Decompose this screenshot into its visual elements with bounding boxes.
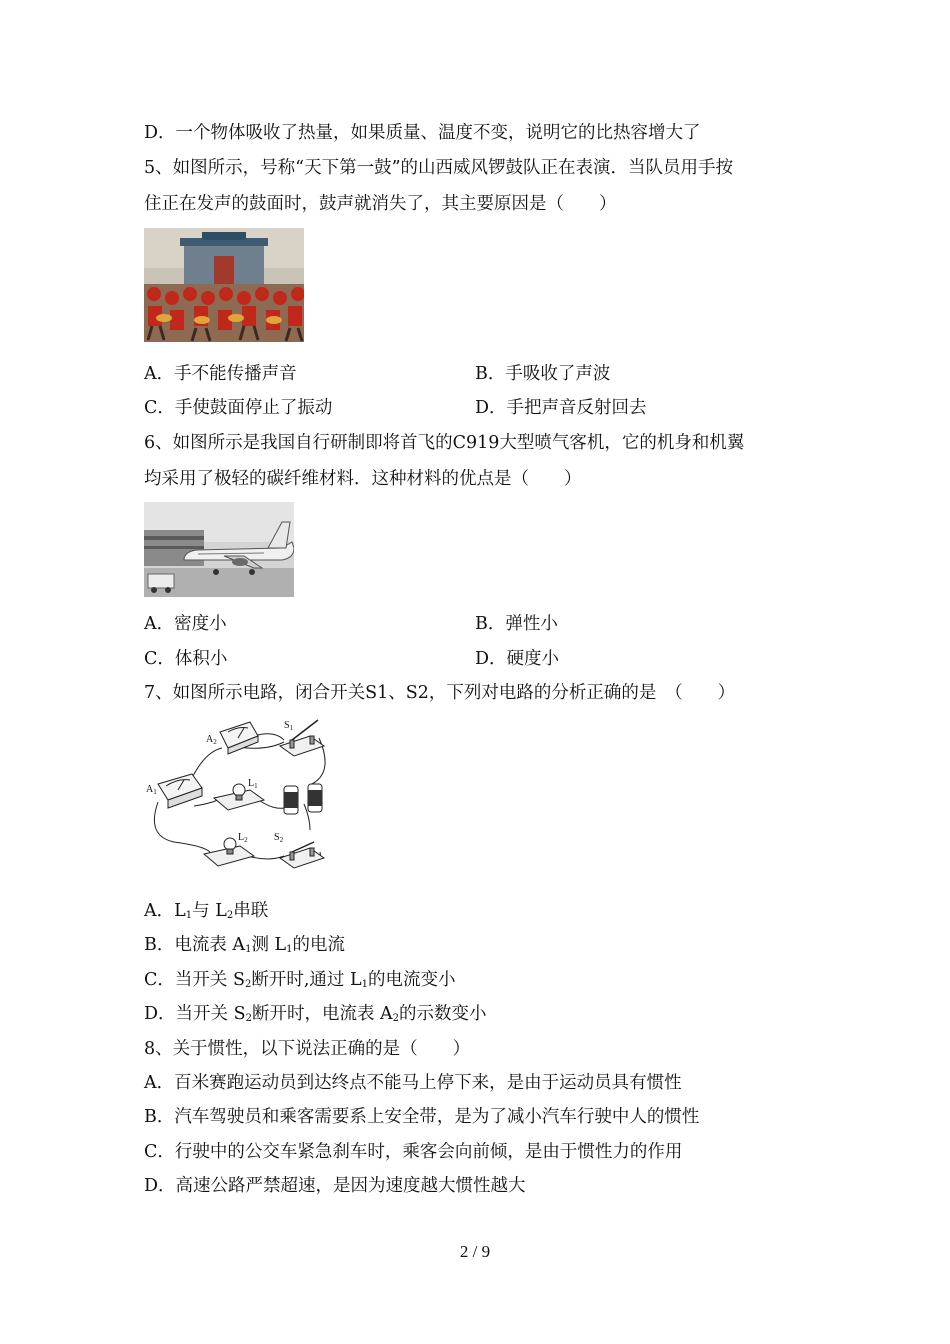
q8-option-b: B．汽车驾驶员和乘客需要系上安全带，是为了减小汽车行驶中人的惯性 bbox=[144, 1107, 700, 1127]
switch-s2-icon bbox=[280, 842, 324, 868]
q6-option-c: C．体积小 bbox=[144, 649, 228, 669]
q4-option-d: D．一个物体吸收了热量，如果质量、温度不变，说明它的比热容增大了 bbox=[144, 123, 701, 143]
label-s1: $S_1$ bbox=[284, 720, 294, 732]
q7-option-a: A．$L_1$与 $L_2$串联 bbox=[144, 901, 269, 921]
label-l1: $L_1$ bbox=[248, 778, 258, 790]
q5-option-c: C．手使鼓面停止了振动 bbox=[144, 398, 333, 418]
label-l2: $L_2$ bbox=[238, 832, 248, 844]
q8-option-a: A．百米赛跑运动员到达终点不能马上停下来，是由于运动员具有惯性 bbox=[144, 1073, 682, 1093]
q7-stem: 7、如图所示电路，闭合开关S1、S2，下列对电路的分析正确的是 （ ） bbox=[144, 683, 736, 703]
circuit-diagram bbox=[144, 712, 344, 874]
c919-airplane-photo bbox=[144, 502, 294, 597]
q8-stem: 8、关于惯性，以下说法正确的是（ ） bbox=[144, 1039, 471, 1059]
q7-option-c: C．当开关 $S_2$断开时,通过 $L_1$的电流变小 bbox=[144, 970, 456, 990]
q8-option-d: D．高速公路严禁超速，是因为速度越大惯性越大 bbox=[144, 1176, 526, 1196]
q5-stem-line1: 5、如图所示，号称“天下第一鼓”的山西威风锣鼓队正在表演．当队员用手按 bbox=[144, 158, 734, 178]
q7-option-b: B．电流表 $A_1$测 $L_1$的电流 bbox=[144, 935, 345, 955]
q6-option-b: B．弹性小 bbox=[475, 614, 558, 634]
q8-option-c: C．行驶中的公交车紧急刹车时，乘客会向前倾，是由于惯性力的作用 bbox=[144, 1142, 683, 1162]
battery-icon bbox=[284, 784, 322, 814]
label-a1: $A_1$ bbox=[146, 784, 157, 796]
q5-option-a: A．手不能传播声音 bbox=[144, 364, 297, 384]
q5-option-d: D．手把声音反射回去 bbox=[475, 398, 647, 418]
ammeter-a1-icon bbox=[158, 774, 202, 808]
q6-option-a: A．密度小 bbox=[144, 614, 227, 634]
page-number: 2 / 9 bbox=[459, 1242, 491, 1261]
drum-performance-photo bbox=[144, 228, 304, 342]
q7-option-d: D．当开关 $S_2$断开时，电流表 $A_2$的示数变小 bbox=[144, 1004, 487, 1024]
q6-option-d: D．硬度小 bbox=[475, 649, 560, 669]
label-s2: $S_2$ bbox=[274, 832, 284, 844]
q6-stem-line2: 均采用了极轻的碳纤维材料．这种材料的优点是（ ） bbox=[144, 469, 582, 489]
q5-option-b: B．手吸收了声波 bbox=[475, 364, 611, 384]
label-a2: $A_2$ bbox=[206, 734, 217, 746]
q6-stem-line1: 6、如图所示是我国自行研制即将首飞的C919大型喷气客机，它的机身和机翼 bbox=[144, 433, 745, 453]
ammeter-a2-icon bbox=[220, 722, 258, 754]
q5-stem-line2: 住正在发声的鼓面时，鼓声就消失了，其主要原因是（ ） bbox=[144, 194, 617, 214]
